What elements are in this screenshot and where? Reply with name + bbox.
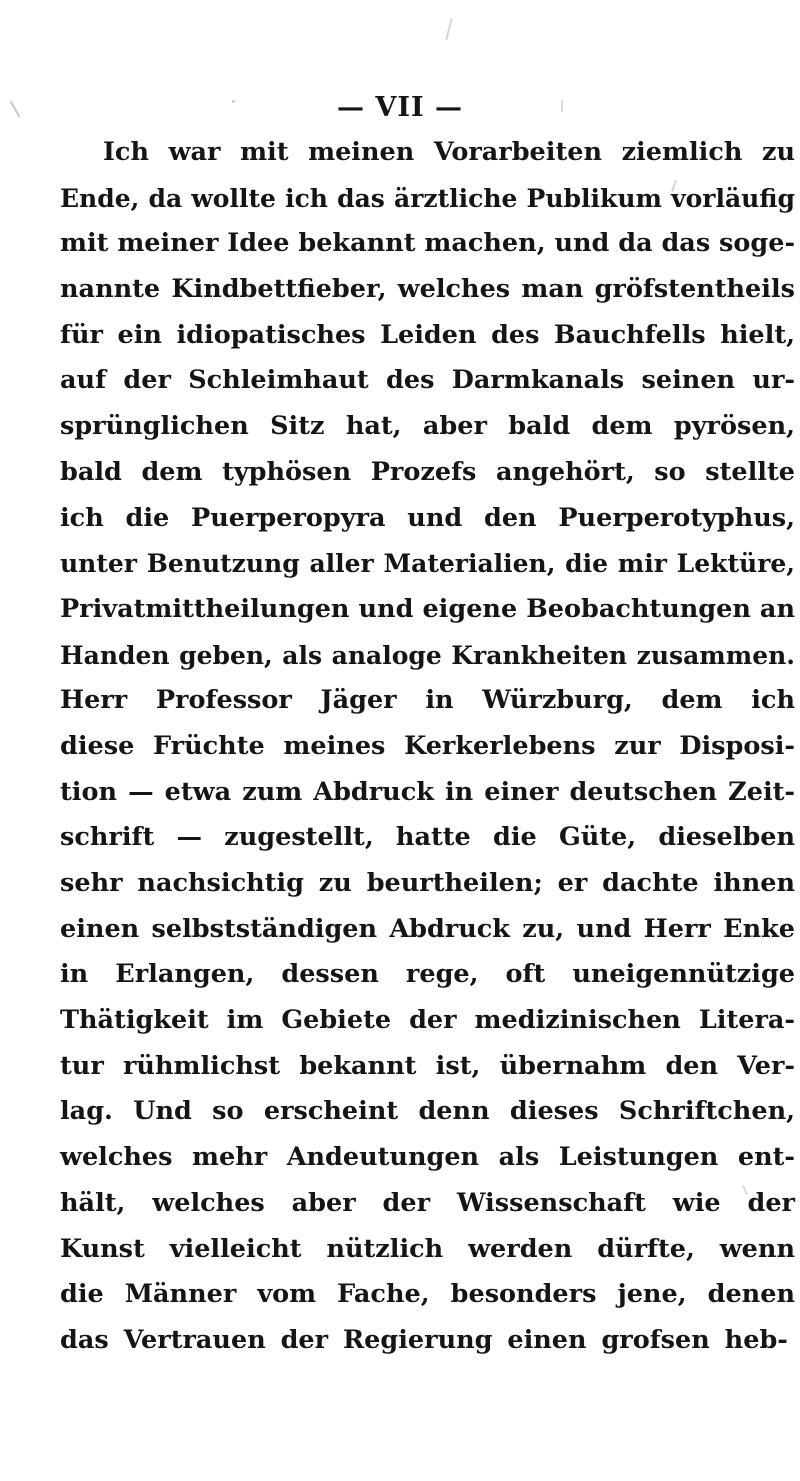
text-line: mit meiner Idee bekannt machen, und da das soge- — [60, 228, 796, 259]
text-line: diese Früchte meines Kerkerlebens zur Disposi- — [60, 730, 795, 761]
text-line: Privatmittheilungen und eigene Beobachtungen an — [60, 593, 795, 624]
text-line: das Vertrauen der Regierung einen grofsen heb- — [60, 1324, 788, 1355]
text-line: ich die Puerperopyra und den Puerperotyphus, — [60, 502, 795, 533]
text-line: bald dem typhösen Prozefs angehört, so stellte — [60, 456, 795, 487]
scan-speck — [445, 18, 452, 40]
body-text — [60, 130, 795, 1364]
text-line: tur rühmlichst bekannt ist, übernahm den Ver- — [60, 1050, 795, 1081]
text-line: nannte Kindbettfieber, welches man gröfstentheils — [60, 274, 795, 305]
text-line: Ich war mit meinen Vorarbeiten ziemlich zu — [103, 137, 795, 167]
text-line: sprünglichen Sitz hat, aber bald dem pyrösen, — [60, 411, 795, 442]
text-line: unter Benutzung aller Materialien, die mir Lektüre, — [60, 549, 795, 579]
text-line: die Männer vom Fache, besonders jene, denen — [60, 1279, 795, 1310]
text-line: einen selbstständigen Abdruck zu, und Herr Enke — [60, 913, 795, 944]
text-line: Ende, da wollte ich das ärztliche Publikum vorläufig — [60, 183, 795, 213]
text-line: Herr Professor Jäger in Würzburg, dem ich — [60, 685, 795, 716]
text-line: sehr nachsichtig zu beurtheilen; er dachte ihnen — [60, 868, 795, 898]
text-line: in Erlangen, dessen rege, oft uneigennützige — [60, 959, 795, 990]
text-line: tion — etwa zum Abdruck in einer deutschen Zeit- — [60, 776, 795, 807]
text-line: schrift — zugestellt, hatte die Güte, dieselben — [60, 822, 795, 853]
text-line: für ein idiopatisches Leiden des Bauchfells hielt, — [60, 319, 795, 350]
text-line: Thätigkeit im Gebiete der medizinischen Litera- — [60, 1005, 795, 1036]
text-line: welches mehr Andeutungen als Leistungen ent- — [60, 1142, 795, 1173]
text-line: lag. Und so erscheint denn dieses Schriftchen, — [60, 1096, 795, 1127]
page-number: — VII — — [336, 92, 463, 123]
text-line: Handen geben, als analoge Krankheiten zusammen. — [60, 640, 795, 670]
text-line: auf der Schleimhaut des Darmkanals seinen ur- — [60, 365, 795, 396]
text-line: Kunst vielleicht nützlich werden dürfte, wenn — [60, 1233, 795, 1264]
text-line: hält, welches aber der Wissenschaft wie der — [60, 1187, 795, 1218]
